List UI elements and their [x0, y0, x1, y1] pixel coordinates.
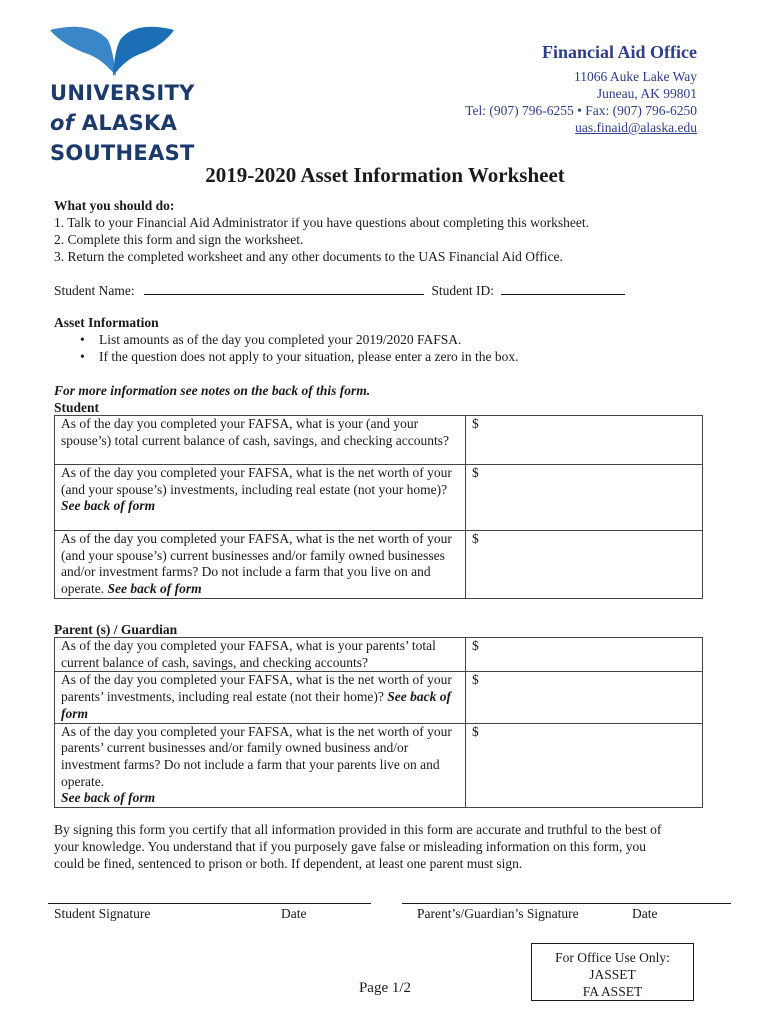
dollar-sign: $: [472, 465, 479, 480]
student-name-label: Student Name:: [54, 283, 135, 298]
parent-section-heading: Parent (s) / Guardian: [54, 622, 178, 637]
table-row: [55, 465, 703, 531]
amount-input-cell[interactable]: [466, 638, 703, 672]
certification-line: By signing this form you certify that all information provided in this form are accurate and truthful to the best of: [54, 822, 662, 837]
whale-tail-icon: [48, 24, 176, 79]
office-phone: Tel: (907) 796-6255 • Fax: (907) 796-6250: [465, 103, 697, 118]
office-email-link[interactable]: uas.finaid@alaska.edu: [575, 120, 697, 135]
logo-line-southeast: SOUTHEAST: [50, 141, 195, 165]
amount-input-cell[interactable]: [466, 416, 703, 465]
logo-of: of: [50, 111, 75, 135]
office-contact-block: [465, 42, 697, 136]
see-back-note: See back of form: [61, 790, 156, 806]
question-cell: [55, 723, 466, 808]
more-info-note: For more information see notes on the back of this form.: [54, 383, 371, 398]
student-info-row: [54, 282, 625, 299]
see-back-note: See back of form: [61, 689, 452, 721]
question-text: As of the day you completed your FAFSA, what is your parents’ total current balance of cash, savings, and checking accounts?: [61, 638, 436, 670]
page-number: Page 1/2: [358, 980, 412, 996]
see-back-note: See back of form: [61, 498, 156, 514]
table-row: [55, 638, 703, 672]
student-section-heading: Student: [54, 400, 100, 415]
certification-text: [54, 821, 661, 872]
asset-info-bullets: [80, 331, 519, 365]
question-cell: [55, 531, 466, 599]
student-asset-table: [54, 415, 703, 599]
certification-line: your knowledge. You understand that if you purposely gave false or misleading information on this form, you: [54, 839, 647, 854]
instruction-step: 3. Return the completed worksheet and any other documents to the UAS Financial Aid Office.: [54, 249, 563, 264]
asset-info-heading: Asset Information: [54, 315, 159, 330]
student-id-label: Student ID:: [431, 283, 494, 298]
student-signature-label: Student Signature: [54, 906, 151, 921]
bullet-item: • List amounts as of the day you completed your 2019/2020 FAFSA.: [80, 331, 519, 348]
table-row: [55, 723, 703, 808]
dollar-sign: $: [472, 672, 479, 688]
student-signature-line[interactable]: [48, 903, 371, 904]
question-text: As of the day you completed your FAFSA, what is the net worth of your (and your spouse’s) current businesses and/or family owned businesses and/or investment farms? Do not include a farm that you live on and operate.: [61, 531, 452, 597]
question-cell: [55, 672, 466, 723]
office-use-code: FA ASSET: [582, 984, 643, 999]
table-row: [55, 531, 703, 599]
table-row: [55, 416, 703, 465]
table-row: [55, 672, 703, 723]
question-cell: [55, 465, 466, 531]
parent-signature-line[interactable]: [402, 903, 731, 904]
dollar-sign: $: [472, 638, 479, 653]
office-address-line2: Juneau, AK 99801: [596, 86, 697, 101]
office-use-code: JASSET: [589, 967, 636, 982]
dollar-sign: $: [472, 723, 479, 739]
office-address-line1: 11066 Auke Lake Way: [573, 69, 697, 84]
office-use-heading: For Office Use Only:: [555, 950, 670, 965]
bullet-item: • If the question does not apply to your situation, please enter a zero in the box.: [80, 348, 519, 365]
instruction-step: 1. Talk to your Financial Aid Administrator if you have questions about completing this worksheet.: [54, 215, 589, 230]
office-title: Financial Aid Office: [542, 42, 697, 62]
see-back-note: See back of form: [107, 581, 202, 597]
question-text: As of the day you completed your FAFSA, what is the net worth of your (and your spouse’s) investments, including real estate (not your home)?: [61, 465, 452, 497]
dollar-sign: $: [472, 531, 479, 546]
question-cell: [55, 638, 466, 672]
instructions: [54, 197, 589, 265]
instruction-step: 2. Complete this form and sign the worksheet.: [54, 232, 304, 247]
question-text: As of the day you completed your FAFSA, what is the net worth of your parents’ current businesses and/or family owned business and/or investment farms? Do not include a farm that your parents live on and operate.: [61, 723, 452, 789]
amount-input-cell[interactable]: [466, 672, 703, 723]
question-cell: [55, 416, 466, 465]
amount-input-cell[interactable]: [466, 531, 703, 599]
page-title: 2019-2020 Asset Information Worksheet: [205, 163, 565, 187]
amount-input-cell[interactable]: [466, 465, 703, 531]
amount-input-cell[interactable]: [466, 723, 703, 808]
student-date-label: Date: [281, 906, 307, 921]
student-id-field[interactable]: [501, 282, 625, 295]
instructions-heading: What you should do:: [54, 198, 175, 213]
certification-line: could be fined, sentenced to prison or both. If dependent, at least one parent must sign.: [54, 856, 523, 871]
parent-date-label: Date: [632, 906, 658, 921]
parent-signature-label: Parent’s/Guardian’s Signature: [417, 906, 579, 921]
dollar-sign: $: [472, 416, 479, 431]
question-text: As of the day you completed your FAFSA, what is the net worth of your parents’ investments, including real estate (not their home)?: [61, 672, 452, 705]
student-name-field[interactable]: [144, 282, 424, 295]
logo-alaska: ALASKA: [81, 111, 178, 135]
logo-line-university: UNIVERSITY: [50, 81, 195, 105]
question-text: As of the day you completed your FAFSA, what is your (and your spouse’s) total current balance of cash, savings, and checking accounts?: [61, 416, 449, 448]
logo-line-alaska: [50, 111, 177, 135]
parent-asset-table: [54, 637, 703, 808]
